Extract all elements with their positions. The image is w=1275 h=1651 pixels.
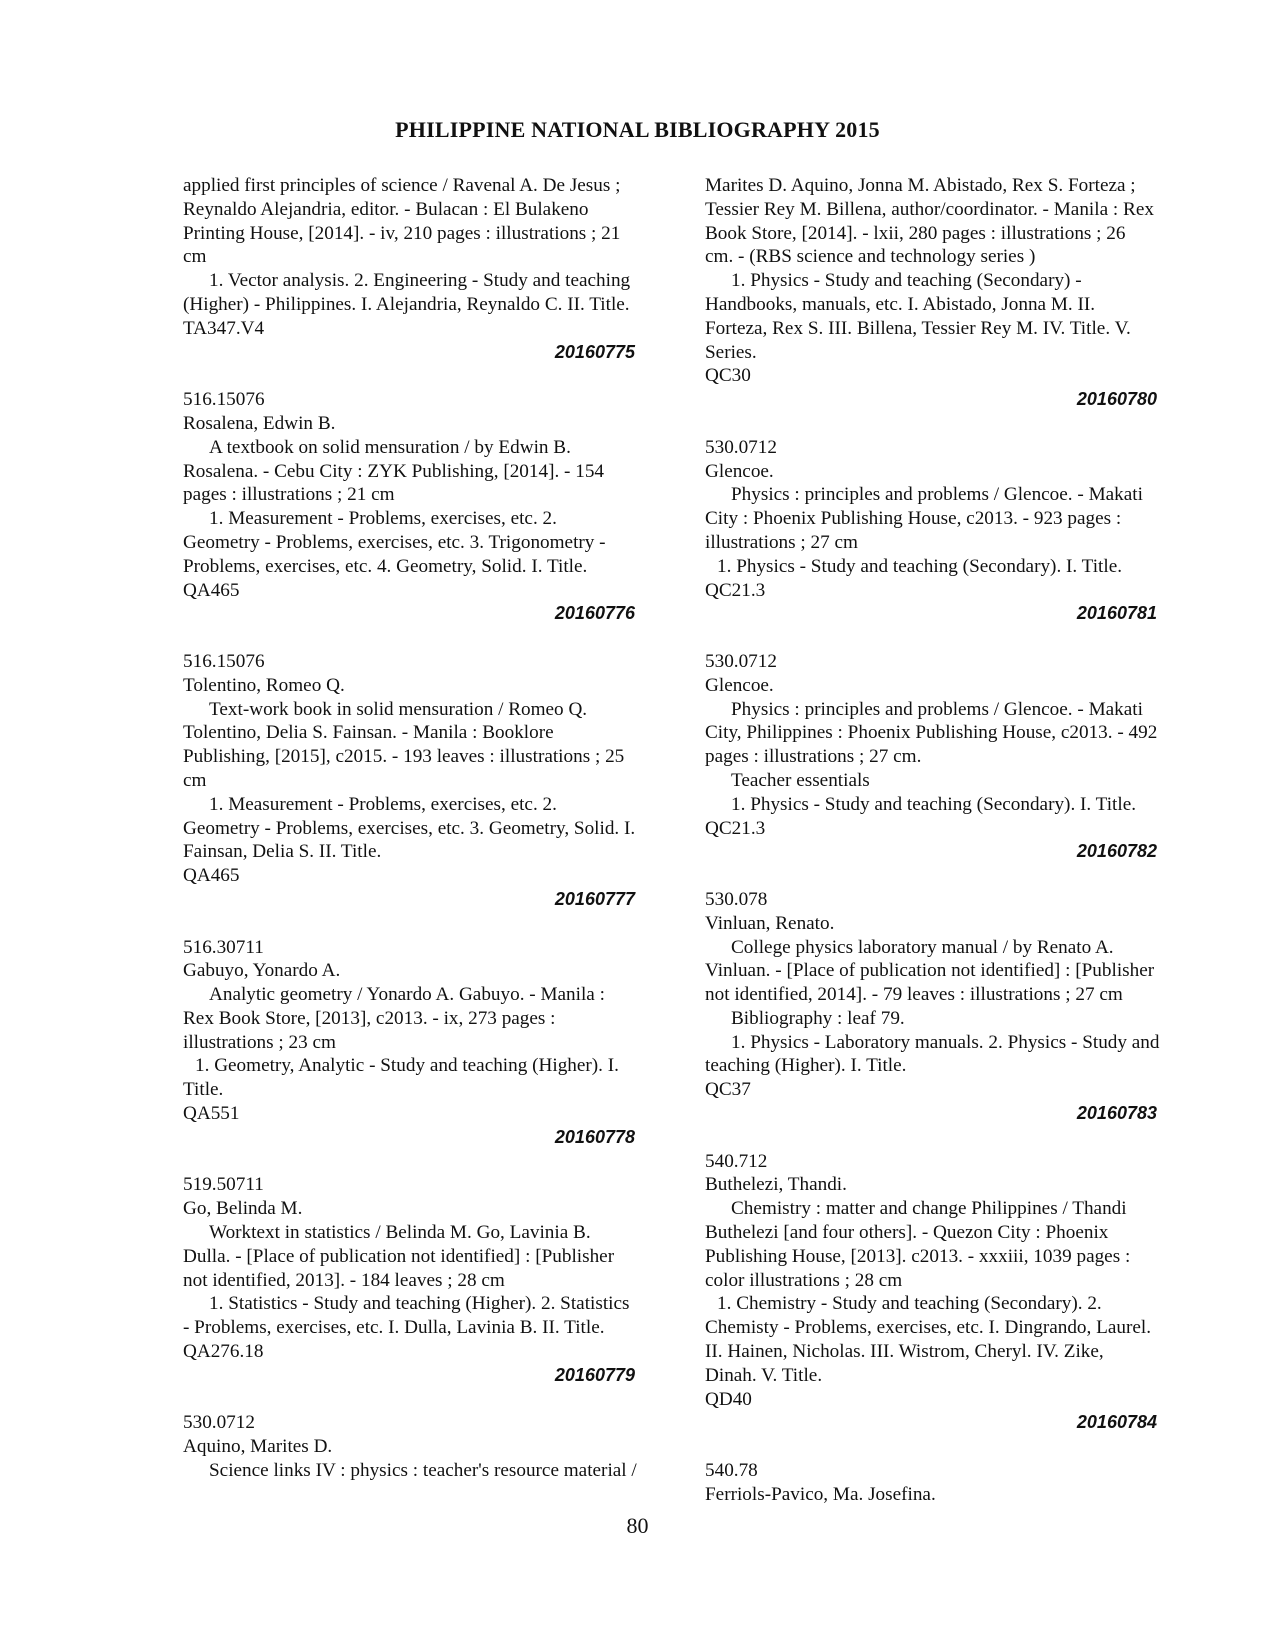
entry-line: not identified, 2013]. - 184 leaves ; 28 cm xyxy=(183,1269,505,1291)
entry-line: Rosalena, Edwin B. xyxy=(183,412,336,434)
record-number: 20160783 xyxy=(1076,1103,1157,1124)
entry-line: Vinluan. - [Place of publication not identified] : [Publisher xyxy=(705,960,1155,982)
entry-line: 1. Measurement - Problems, exercises, etc. 2. xyxy=(209,508,557,530)
record-number: 20160777 xyxy=(554,888,635,909)
entry-line: Dinah. V. Title. xyxy=(705,1364,823,1386)
entry-line: 530.078 xyxy=(705,888,768,910)
entry-line: teaching (Higher). I. Title. xyxy=(705,1055,907,1077)
entry-line: Problems, exercises, etc. 4. Geometry, Solid. I. Title. xyxy=(183,555,588,577)
entry-line: cm. - (RBS science and technology series ) xyxy=(705,246,1036,268)
record-number: 20160775 xyxy=(554,341,635,362)
entry-line: illustrations ; 27 cm xyxy=(705,531,858,553)
entry-line: Go, Belinda M. xyxy=(183,1198,303,1220)
entry-line: Text-work book in solid mensuration / Romeo Q. xyxy=(209,698,588,720)
entry-line: A textbook on solid mensuration / by Edwin B. xyxy=(209,436,571,458)
entry-spacer xyxy=(183,364,669,388)
entry-line: Fainsan, Delia S. II. Title. xyxy=(183,841,382,863)
entry-line: Chemistry : matter and change Philippines / Thandi xyxy=(731,1198,1127,1220)
entry-line: Ferriols-Pavico, Ma. Josefina. xyxy=(705,1483,936,1505)
entry-line: Tolentino, Delia S. Fainsan. - Manila : Booklore xyxy=(183,722,554,744)
entry-line: cm xyxy=(183,769,207,791)
entry-line: Glencoe. xyxy=(705,674,774,696)
entry-line: 516.30711 xyxy=(183,936,264,958)
page-title: PHILIPPINE NATIONAL BIBLIOGRAPHY 2015 xyxy=(395,117,880,142)
entry-line: illustrations ; 23 cm xyxy=(183,1031,336,1053)
entry-line: QC21.3 xyxy=(705,579,766,601)
record-number: 20160778 xyxy=(554,1126,635,1147)
entry-line: 1. Physics - Study and teaching (Secondary). I. Title. xyxy=(731,793,1137,815)
entry-line: Book Store, [2014]. - lxii, 280 pages : illustrations ; 26 xyxy=(705,222,1126,244)
entry-line: Geometry - Problems, exercises, etc. 3. Geometry, Solid. I. xyxy=(183,817,636,839)
entry-line: 1. Physics - Study and teaching (Secondary). I. Title. xyxy=(717,555,1123,577)
entry-line: QA465 xyxy=(183,865,240,887)
entry-line: 1. Geometry, Analytic - Study and teaching (Higher). I. xyxy=(195,1055,619,1077)
entry-line: 1. Statistics - Study and teaching (Higher). 2. Statistics xyxy=(209,1293,630,1315)
entry-line: 530.0712 xyxy=(705,436,777,458)
entry-spacer xyxy=(183,912,669,936)
entry-line: QD40 xyxy=(705,1388,752,1410)
entry-line: TA347.V4 xyxy=(183,317,265,339)
entry-line: color illustrations ; 28 cm xyxy=(705,1269,903,1291)
entry-line: 530.0712 xyxy=(705,650,777,672)
entry-line: Title. xyxy=(183,1079,224,1101)
entry-line: College physics laboratory manual / by Renato A. xyxy=(731,936,1114,958)
entry-line: Bibliography : leaf 79. xyxy=(731,1007,905,1029)
entry-line: Physics : principles and problems / Glencoe. - Makati xyxy=(731,698,1143,720)
entry-line: applied first principles of science / Ravenal A. De Jesus ; xyxy=(183,175,621,196)
entry-line: Aquino, Marites D. xyxy=(183,1436,333,1458)
page-number: 80 xyxy=(626,1513,649,1538)
entry-line: City : Phoenix Publishing House, c2013. - 923 pages : xyxy=(705,508,1122,530)
entry-line: 516.15076 xyxy=(183,650,265,672)
entry-line: 516.15076 xyxy=(183,389,265,411)
entry-line: QA276.18 xyxy=(183,1341,264,1363)
entry-line: Tolentino, Romeo Q. xyxy=(183,674,345,696)
entry-spacer xyxy=(183,1150,669,1174)
entry-line: II. Hainen, Nicholas. III. Wistrom, Cheryl. IV. Zike, xyxy=(705,1341,1104,1363)
entry-line: QA551 xyxy=(183,1103,240,1125)
left-column xyxy=(183,174,669,1483)
entry-line: not identified, 2014]. - 79 leaves : illustrations ; 27 cm xyxy=(705,984,1123,1006)
entry-line: Glencoe. xyxy=(705,460,774,482)
entry-line: QC37 xyxy=(705,1079,751,1101)
entry-spacer xyxy=(705,626,1191,650)
entry-line: Buthelezi, Thandi. xyxy=(705,1174,847,1196)
record-number: 20160776 xyxy=(554,603,635,624)
entry-line: Geometry - Problems, exercises, etc. 3. Trigonometry - xyxy=(183,531,606,553)
entry-line: Rex Book Store, [2013], c2013. - ix, 273 pages : xyxy=(183,1007,556,1029)
entry-line: 1. Physics - Laboratory manuals. 2. Physics - Study and xyxy=(731,1031,1160,1053)
entry-line: 530.0712 xyxy=(183,1412,255,1434)
entry-spacer xyxy=(705,1126,1191,1150)
entry-line: Gabuyo, Yonardo A. xyxy=(183,960,341,982)
entry-line: Analytic geometry / Yonardo A. Gabuyo. - Manila : xyxy=(209,984,605,1006)
entry-line: 1. Vector analysis. 2. Engineering - Study and teaching xyxy=(209,270,631,292)
entry-line: Buthelezi [and four others]. - Quezon City : Phoenix xyxy=(705,1222,1109,1244)
entry-line: Teacher essentials xyxy=(731,769,870,791)
entry-line: Dulla. - [Place of publication not identified] : [Publisher xyxy=(183,1245,615,1267)
entry-line: Marites D. Aquino, Jonna M. Abistado, Rex S. Forteza ; xyxy=(705,175,1136,196)
entry-spacer xyxy=(705,412,1191,436)
entry-line: 540.712 xyxy=(705,1150,768,1172)
entry-line: Science links IV : physics : teacher's resource material / xyxy=(209,1460,637,1482)
entry-line: cm xyxy=(183,246,207,268)
entry-line: 1. Chemistry - Study and teaching (Secondary). 2. xyxy=(717,1293,1102,1315)
entry-line: 1. Measurement - Problems, exercises, etc. 2. xyxy=(209,793,557,815)
entry-line: (Higher) - Philippines. I. Alejandria, Reynaldo C. II. Title. xyxy=(183,293,630,315)
record-number: 20160780 xyxy=(1076,389,1157,410)
entry-line: QC30 xyxy=(705,365,751,387)
right-column xyxy=(705,174,1191,1507)
entry-line: Printing House, [2014]. - iv, 210 pages : illustrations ; 21 xyxy=(183,222,621,244)
entry-line: QC21.3 xyxy=(705,817,766,839)
entry-line: Chemisty - Problems, exercises, etc. I. Dingrando, Laurel. xyxy=(705,1317,1151,1339)
entry-line: Tessier Rey M. Billena, author/coordinator. - Manila : Rex xyxy=(705,198,1154,220)
entry-line: Vinluan, Renato. xyxy=(705,912,835,934)
entry-spacer xyxy=(183,1388,669,1412)
entry-line: 519.50711 xyxy=(183,1174,264,1196)
entry-spacer xyxy=(183,626,669,650)
entry-line: Reynaldo Alejandria, editor. - Bulacan : El Bulakeno xyxy=(183,198,589,220)
entry-line: - Problems, exercises, etc. I. Dulla, Lavinia B. II. Title. xyxy=(183,1317,605,1339)
entry-line: Worktext in statistics / Belinda M. Go, Lavinia B. xyxy=(209,1222,591,1244)
entry-line: QA465 xyxy=(183,579,240,601)
entry-line: pages : illustrations ; 21 cm xyxy=(183,484,395,506)
entry-line: 540.78 xyxy=(705,1460,758,1482)
entry-line: City, Philippines : Phoenix Publishing House, c2013. - 492 xyxy=(705,722,1158,744)
record-number: 20160781 xyxy=(1076,603,1157,624)
entry-spacer xyxy=(705,1435,1191,1459)
entry-line: Series. xyxy=(705,341,757,363)
record-number: 20160779 xyxy=(554,1364,635,1385)
entry-line: Handbooks, manuals, etc. I. Abistado, Jonna M. II. xyxy=(705,293,1096,315)
record-number: 20160782 xyxy=(1076,841,1157,862)
entry-spacer xyxy=(705,864,1191,888)
entry-line: Rosalena. - Cebu City : ZYK Publishing, [2014]. - 154 xyxy=(183,460,605,482)
entry-line: Physics : principles and problems / Glencoe. - Makati xyxy=(731,484,1143,506)
entry-line: pages : illustrations ; 27 cm. xyxy=(705,746,922,768)
entry-line: Publishing, [2015], c2015. - 193 leaves : illustrations ; 25 xyxy=(183,746,625,768)
record-number: 20160784 xyxy=(1076,1412,1157,1433)
entry-line: 1. Physics - Study and teaching (Secondary) - xyxy=(731,270,1082,292)
entry-line: Forteza, Rex S. III. Billena, Tessier Rey M. IV. Title. V. xyxy=(705,317,1131,339)
entry-line: Publishing House, [2013]. c2013. - xxxiii, 1039 pages : xyxy=(705,1245,1131,1267)
